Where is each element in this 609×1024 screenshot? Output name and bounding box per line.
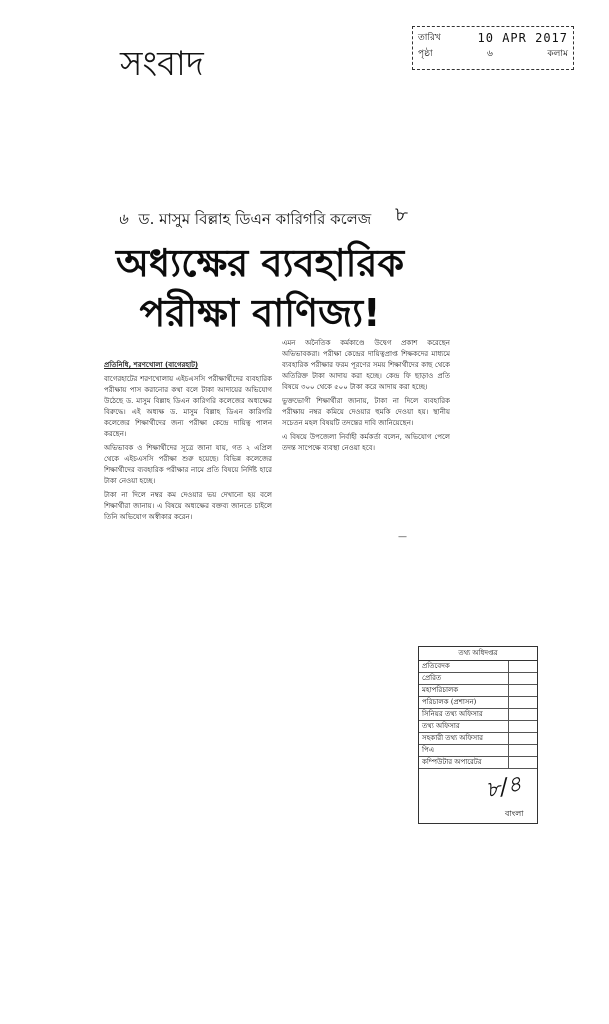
- signature-subtext: বাংলা: [505, 809, 524, 818]
- article-column-right: [282, 338, 450, 538]
- routing-row-label: মহাপরিচালক: [422, 686, 459, 694]
- paragraph: এমন অনৈতিক কর্মকাণ্ডে উদ্বেগ প্রকাশ করেছেন অভিভাবকরা। পরীক্ষা কেন্দ্রের দায়িত্বপ্রাপ্ত শিক্ষকদের মাধ্যমে ব্যবহারিক পরীক্ষার ফরম পূরণের সময় শিক্ষার্থীদের কাছ থেকে অতিরিক্ত টাকা আদায় করা হচ্ছে। কেন্দ্র ফি ছাড়াও প্রতি বিষয়ে ৩০০ থেকে ৫০০ টাকা করে আদায় করা হচ্ছে।: [282, 339, 450, 391]
- stamp-page-value: ৬: [487, 49, 493, 59]
- headline-line-2: পরীক্ষা বাণিজ্য!: [139, 291, 381, 335]
- routing-row-label: তথ্য অফিসার: [422, 722, 460, 730]
- paragraph: বাগেরহাটের শরণখোলায় এইচএসসি পরীক্ষার্থীদের ব্যবহারিক পরীক্ষায় পাস করানোর কথা বলে টাকা আদায়ের অভিযোগ উঠেছে ড. মাসুম বিল্লাহ ডিএন কারিগরি কলেজের অধ্যক্ষের বিরুদ্ধে। এই অধ্যক্ষ ড. মাসুম বিল্লাহ ডিএন কারিগরি কলেজের শিক্ষার্থীদের জন্য পরীক্ষা কেন্দ্রে দায়িত্ব পালন করছেন।: [104, 375, 272, 438]
- stamp-date-label: তারিখ: [418, 33, 441, 43]
- kicker-handwritten-mark: ৬: [118, 210, 128, 228]
- headline-line-1: অধ্যক্ষের ব্যবহারিক: [115, 241, 405, 285]
- routing-row: [419, 661, 537, 673]
- stamp-date-value: 10 APR 2017: [477, 31, 568, 45]
- routing-row-label: পরিচালক (প্রশাসন): [422, 698, 477, 706]
- routing-row-label: পিএ: [422, 746, 435, 754]
- routing-slip-header: তথ্য অধিদপ্তর: [419, 647, 537, 661]
- routing-row-label: প্রতিবেদক: [422, 662, 450, 670]
- handwritten-signature: ৮/৪: [483, 771, 524, 804]
- article-body: [104, 338, 450, 553]
- article-headline: [110, 238, 410, 338]
- newspaper-masthead: সংবাদ: [120, 44, 204, 84]
- routing-row: [419, 733, 537, 745]
- date-stamp: [412, 26, 574, 70]
- handwritten-tick: ৮: [395, 202, 408, 226]
- routing-row-label: প্রেরিত: [422, 674, 442, 682]
- routing-row-label: সহকারী তথ্য অফিসার: [422, 734, 484, 742]
- paragraph: অভিভাবক ও শিক্ষার্থীদের সূত্রে জানা যায়, গত ২ এপ্রিল থেকে এইচএসসি পরীক্ষা শুরু হয়েছে। বিভিন্ন কলেজের শিক্ষার্থীদের ব্যবহারিক পরীক্ষার নামে প্রতি বিষয়ে নির্দিষ্ট হারে টাকা নেওয়া হচ্ছে।: [104, 444, 272, 485]
- article-byline: প্রতিনিধি, শরণখোলা (বাগেরহাট): [104, 361, 199, 369]
- article-kicker: [118, 208, 371, 233]
- paragraph: এ বিষয়ে উপজেলা নির্বাহী কর্মকর্তা বলেন, অভিযোগ পেলে তদন্ত সাপেক্ষে ব্যবস্থা নেওয়া হবে।: [282, 433, 450, 452]
- routing-row-label: কম্পিউটার অপারেটর: [422, 758, 482, 766]
- article-end-mark: —: [398, 532, 407, 542]
- routing-row: [419, 757, 537, 769]
- routing-row: [419, 673, 537, 685]
- routing-row: [419, 721, 537, 733]
- routing-row: [419, 709, 537, 721]
- kicker-text: ড. মাসুম বিল্লাহ ডিএন কারিগরি কলেজ: [138, 210, 372, 228]
- routing-row-label: সিনিয়র তথ্য অফিসার: [422, 710, 483, 718]
- paragraph: ভুক্তভোগী শিক্ষার্থীরা জানায়, টাকা না দিলে ব্যবহারিক পরীক্ষায় নম্বর কমিয়ে দেওয়ার হুমকি দেওয়া হয়। স্থানীয় সচেতন মহল বিষয়টি তদন্তের দাবি জানিয়েছেন।: [282, 397, 450, 427]
- routing-row: [419, 745, 537, 757]
- routing-row: [419, 697, 537, 709]
- routing-row: [419, 685, 537, 697]
- paragraph: টাকা না দিলে নম্বর কম দেওয়ার ভয় দেখানো হয় বলে শিক্ষার্থীরা জানায়। এ বিষয়ে অধ্যক্ষের বক্তব্য জানতে চাইলে তিনি অভিযোগ অস্বীকার করেন।: [104, 491, 272, 521]
- stamp-page-label: পৃষ্ঠা: [418, 49, 433, 59]
- article-column-left: [104, 360, 272, 555]
- stamp-column-label: কলাম: [547, 49, 568, 59]
